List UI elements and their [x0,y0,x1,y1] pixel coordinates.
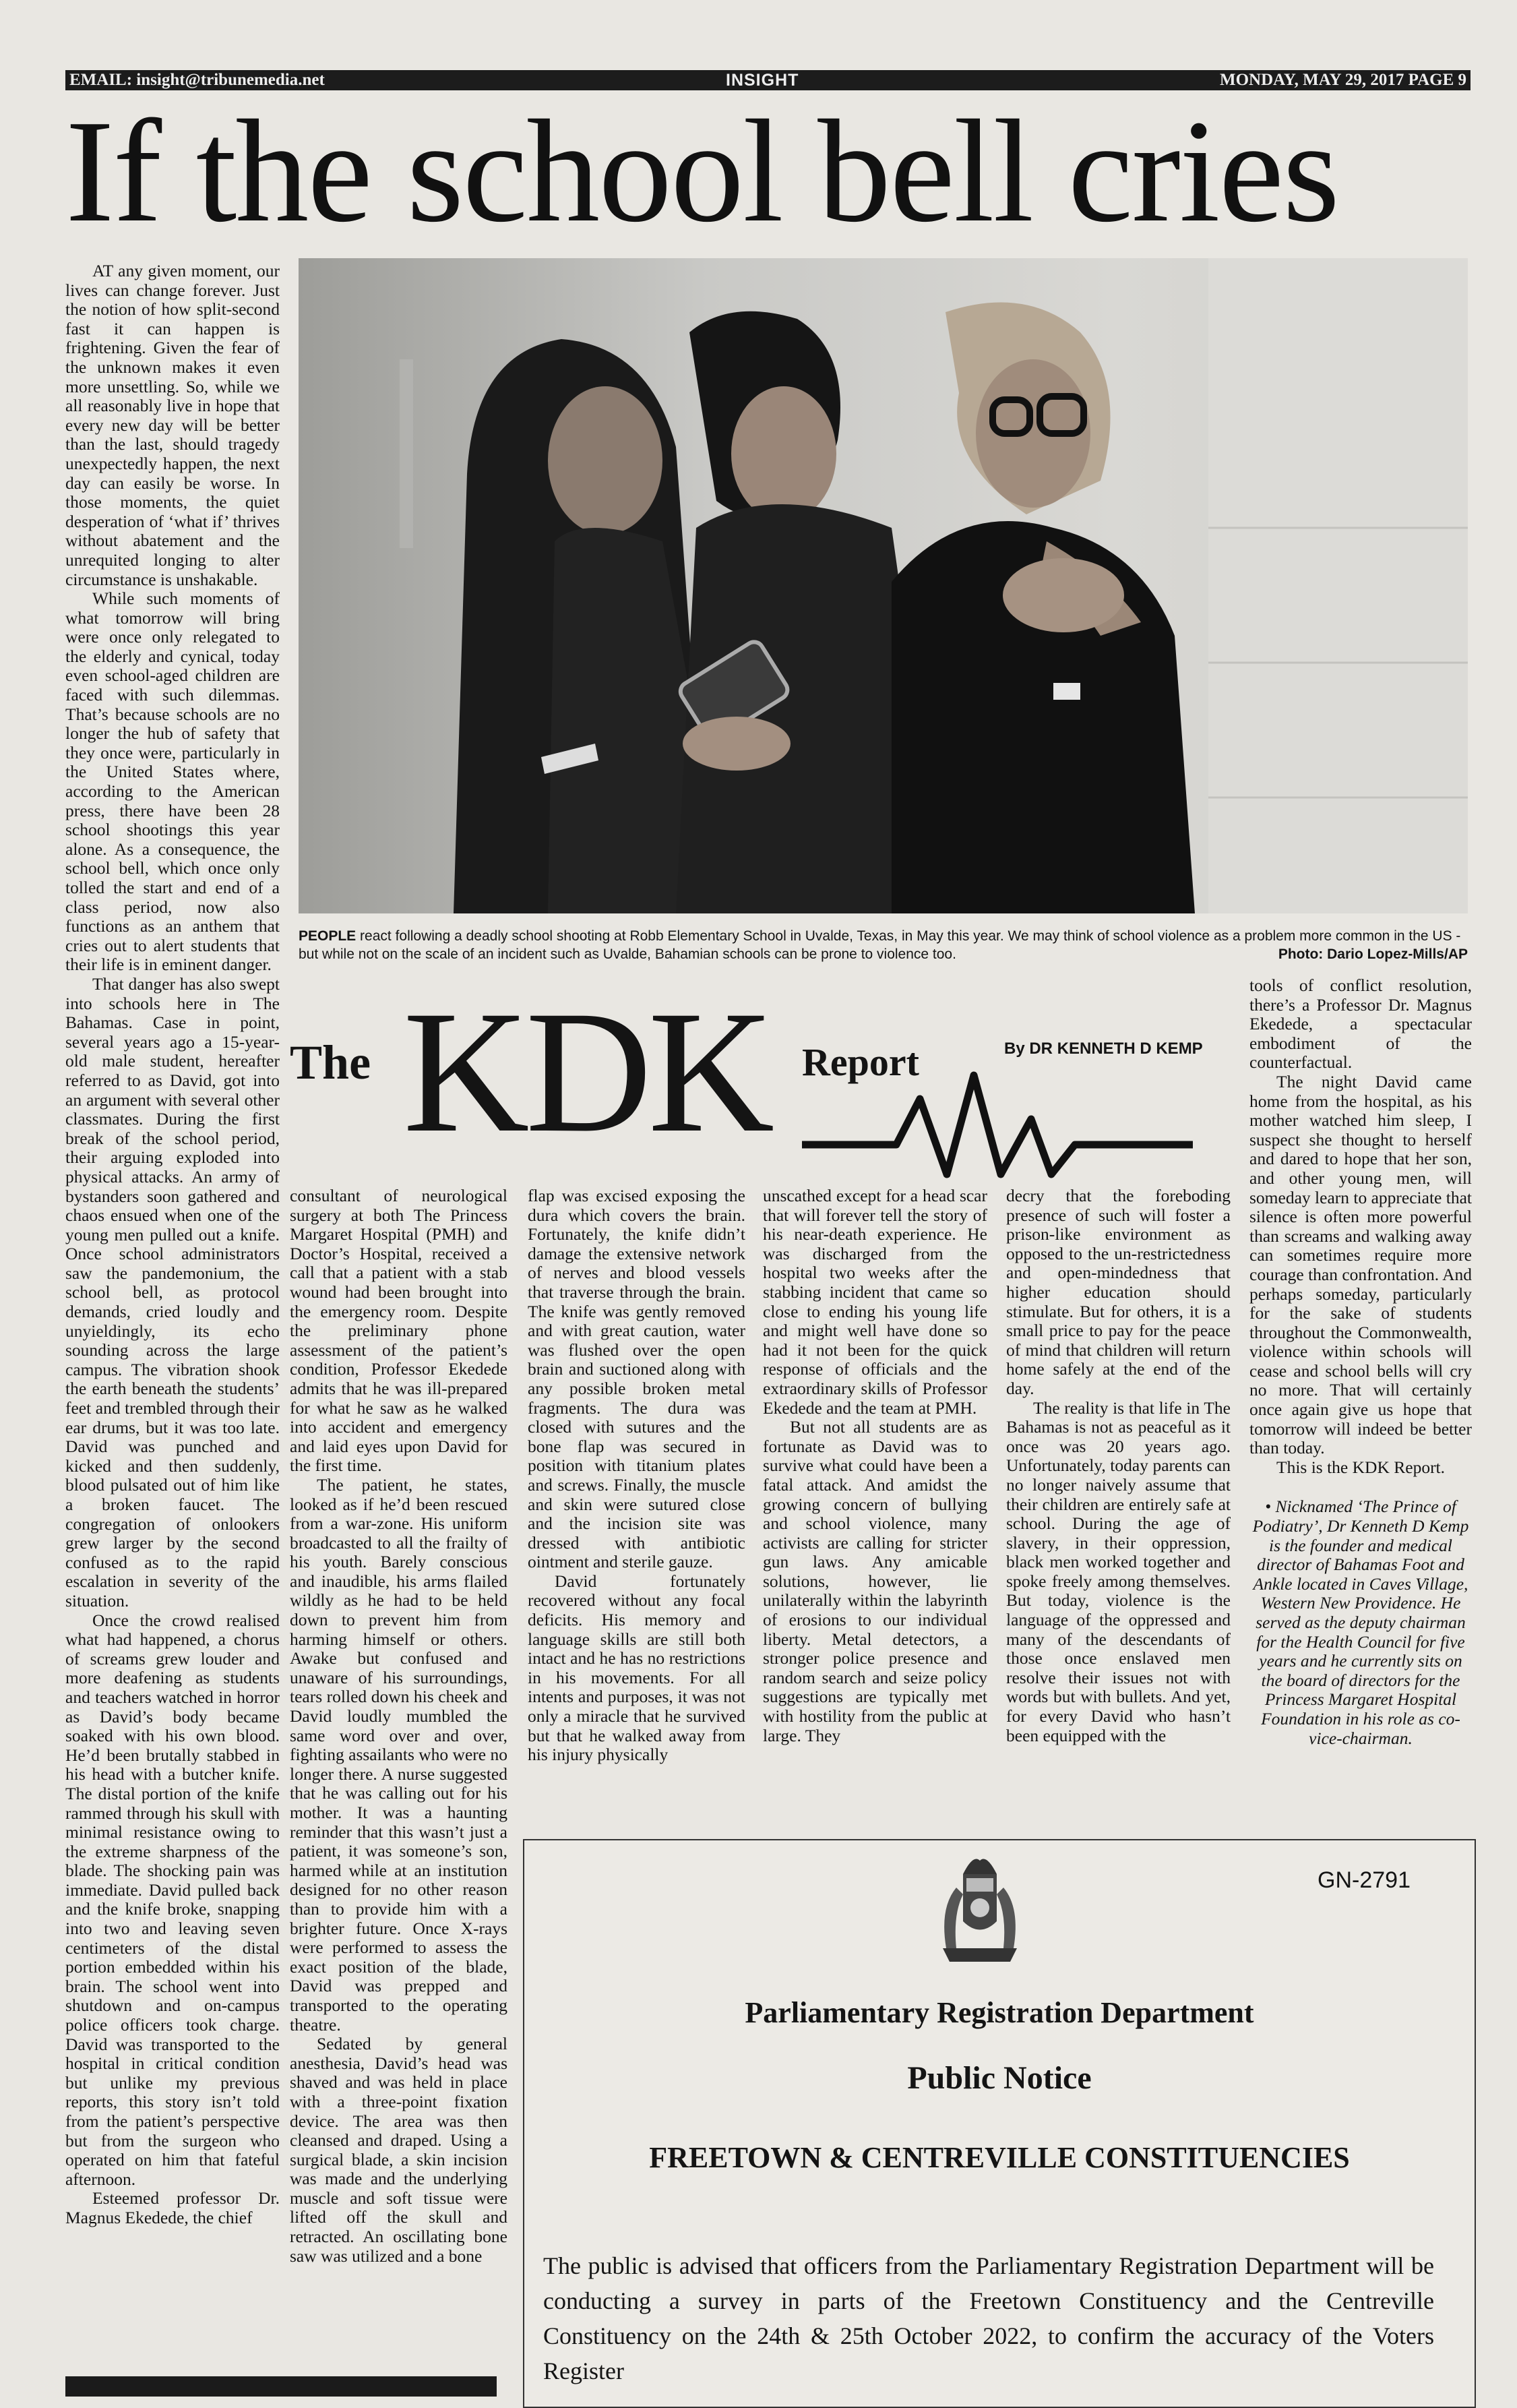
paragraph: decry that the foreboding presence of such will foster a prison-like environment as opposed to the un-restrictedness and open-mindedness that higher education should stimulate. But for others, it is a small price to pay for the peace of mind that children will return home safely at the end of the day. [1006,1186,1231,1398]
byline: By DR KENNETH D KEMP [1004,1040,1203,1058]
bahamas-coat-of-arms-icon [926,1847,1034,1971]
kdk-report-word: Report [802,1040,919,1084]
paragraph: consultant of neurological surgery at both The Princess Margaret Hospital (PMH) and Doctor’s Hospital, received a call that a patient with a stab wound had been brought into the emergency room. Despite the preliminary phone assessment of the patient’s condition, Professor Ekedede admits that he was ill-prepared for what he saw as he walked into accident and emergency and laid eyes upon David for the first time. [290,1186,507,1476]
paragraph: This is the KDK Report. [1276,1457,1446,1477]
masthead-section: INSIGHT [726,71,799,90]
paragraph: But not all students are as fortunate as David was to survive what could have been a fatal attack. And amidst the growing concern of bullying and school violence, many activists are calling for stricter gun laws. Any amicable solutions, however, lie unilaterally within the labyrinth of erosions to our individual liberty. Metal detectors, a stronger police presence and random search and seize policy suggestions are typically met with hostility from the public at large. They [763,1417,987,1745]
paragraph: Once the crowd realised what had happened, a chorus of screams grew louder and more deafening as students and teachers watched in horror as David’s body became soaked with his own blood. He’d been brutally stabbed in his head with a butcher knife. The distal portion of the knife rammed through his skull with minimal resistance owing to the extreme sharpness of the blade. The shocking pain was immediate. David pulled back and the knife broke, snapping into two and leaving seven centimeters of the distal portion embedded within his brain. The school went into shutdown and on-campus police officers took charge. David was transported to the hospital in critical condition but unlike my previous reports, this story isn’t told from the patient’s perspective but from the surgeon who operated on him that fateful afternoon. [65,1610,280,2189]
paragraph: The patient, he states, looked as if he’d been rescued from a war-zone. His uniform broadcasted to all the frailty of his youth. Barely conscious and inaudible, his arms flailed wildly as he had to be held down to prevent him from harming himself or others. Awake but confused and unaware of his surroundings, tears rolled down his cheek and David loudly mumbled the same word over and over, fighting assailants who were no longer there. A nurse suggested that he was calling out for his mother. It was a haunting reminder that this wasn’t just a patient, it was someone’s son, harmed while at an institution designed for no other reason than to provide him with a brighter future. Once X-rays were performed to assess the exact position of the blade, David was prepped and transported to the operating theatre. [290,1474,507,2035]
footer-bar [65,2376,497,2397]
notice-body: The public is advised that officers from the Parliamentary Registration Department will be conducting a survey in parts of the Freetown Constituency and the Centreville Constituency on the 24th & 25th October 2022, to confirm the accuracy of the Voters Register [543,2252,1434,2384]
masthead-email: EMAIL: insight@tribunemedia.net [69,71,325,89]
caption-lead: PEOPLE [299,928,357,944]
paragraph: unscathed except for a head scar that will forever tell the story of his near-death experience. He was discharged from the hospital two weeks after the stabbing incident that came so close to ending his young life and might well have done so had it not been for the quick response of officials and the extraordinary skills of Professor Ekedede and the team at PMH. [763,1186,987,1418]
paragraph: While such moments of what tomorrow will bring were once only relegated to the elderly and cynical, today even school-aged children are faced with such dilemmas. That’s because schools are no longer the hub of safety that they once were, particularly in the United States where, according to the American press, there have been 28 school shootings this year alone. As a consequence, the school bell, which once only tolled the start and end of a class period, now also functions as an anthem that cries out to alert students that their life is in eminent danger. [65,589,280,975]
paragraph: tools of conflict resolution, there’s a Professor Dr. Magnus Ekedede, a spectacular embodiment of the counterfactual. [1249,976,1472,1073]
public-notice-ad [523,1839,1476,2408]
masthead-date-page: MONDAY, MAY 29, 2017 PAGE 9 [1220,71,1466,89]
article-column-6 [1249,976,1472,1812]
article-headline: If the school bell cries [65,90,1339,253]
paragraph: That danger has also swept into schools here in The Bahamas. Case in point, several years ago a 15-year-old male student, hereafter referred to as David, got into an argument with several other classmates. During the first break of the school period, their arguing exploded into physical attacks. An army of bystanders soon gathered and chaos ensued when one of the young men pulled out a knife. Once school administrators saw the pandemonium, the school bell, as protocol demands, cried loudly and unyieldingly, its echo sounding across the large campus. The vibration shook the earth beneath the students’ feet and trembled through their ear drums, but it was too late. David was punched and kicked and then suddenly, blood pulsated out of him like a broken faucet. The congregation of onlookers grew larger by the second confused as to the rapid escalation in severity of the situation. [65,973,280,1611]
article-column-4 [763,1186,987,1861]
notice-department: Parliamentary Registration Department [745,1996,1254,2029]
kdk-report-logo [290,977,1233,1180]
paragraph: The reality is that life in The Bahamas is not as peaceful as it once was 20 years ago. Unfortunately, today parents can no longer naively assume that their children are entirely safe at school. During the age of slavery, in their oppression, black men worked together and spoke freely among themselves. But today, violence is the language of the oppressed and many of the descendants of those once enslaved men resolve their issues not with words but with bullets. And yet, for every David who hasn’t been equipped with the [1006,1397,1231,1745]
article-column-1 [65,262,280,2365]
notice-title: Public Notice [907,2060,1092,2096]
paragraph: The night David came home from the hospital, as his mother watched him sleep, I suspect she thought to herself and dared to hope that her son, and other young men, will someday learn to appreciate that silence is often more powerful than screams and walking away can sometimes require more courage than confrontation. And perhaps someday, particularly for the sake of students throughout the Commonwealth, violence within schools will cease and school bells will cry no more. That will certainly once again give us hope that tomorrow will indeed be better than today. [1249,1071,1472,1458]
notice-code: GN-2791 [1318,1867,1411,1893]
paragraph: Esteemed professor Dr. Magnus Ekedede, the chief [65,2188,280,2227]
notice-constituencies: FREETOWN & CENTREVILLE CONSTITUENCIES [649,2141,1350,2174]
paragraph: AT any given moment, our lives can change forever. Just the notion of how split-second fast it can happen is frightening. Given the fear of the unknown makes it even more unsettling. So, while we all reasonably live in hope that every new day will be better than the last, should tragedy unexpectedly happen, the next day can easily be worse. In those moments, the quiet desperation of ‘what if’ thrives without abatement and the unrequited longing to alter circumstance is unshakable. [65,262,280,589]
paragraph: flap was excised exposing the dura which covers the brain. Fortunately, the knife didn’t damage the extensive network of nerves and blood vessels that traverse through the brain. The knife was gently removed and with great caution, water was flushed over the open brain and suctioned along with any possible broken metal fragments. The dura was closed with sutures and the bone flap was secured in position with titanium plates and screws. Finally, the muscle and skin were sutured close and the incision site was dressed with antibiotic ointment and sterile gauze. [528,1186,745,1572]
article-column-2 [290,1186,507,2359]
kdk-letters: KDK [403,975,771,1169]
paragraph: Sedated by general anesthesia, David’s head was shaved and was held in place with a three-point fixation device. The area was then cleansed and draped. Using a surgical blade, a skin incision was made and the underlying muscle and soft tissue were lifted off the skull and retracted. An oscillating bone saw was utilized and a bone [290,2034,507,2266]
kdk-the: The [290,1035,371,1089]
photo-caption [299,927,1468,970]
article-column-5 [1006,1186,1231,1861]
paragraph: David fortunately recovered without any focal deficits. His memory and language skills are still both intact and he has no restrictions in his movements. For all intents and purposes, it was not only a miracle that he survived but that he walked away from his injury physically [528,1571,745,1765]
news-photo [299,258,1468,913]
masthead-bar [65,70,1470,90]
photo-credit: Photo: Dario Lopez-Mills/AP [1278,946,1468,962]
caption-text: react following a deadly school shooting at Robb Elementary School in Uvalde, Texas, in May this year. We may think of school violence as a problem more common in the US - but while not on the scale of an incident such as Uvalde, Bahamian schools can be prone to violence too. [299,928,1461,962]
author-bio: • Nicknamed ‘The Prince of Podiatry’, Dr Kenneth D Kemp is the founder and medical director of Bahamas Foot and Ankle located in Caves Village, Western New Providence. He served as the deputy chairman for the Health Council for five years and he currently sits on the board of directors for the Princess Margaret Hospital Foundation in his role as co-vice-chairman. [1252,1497,1469,1748]
